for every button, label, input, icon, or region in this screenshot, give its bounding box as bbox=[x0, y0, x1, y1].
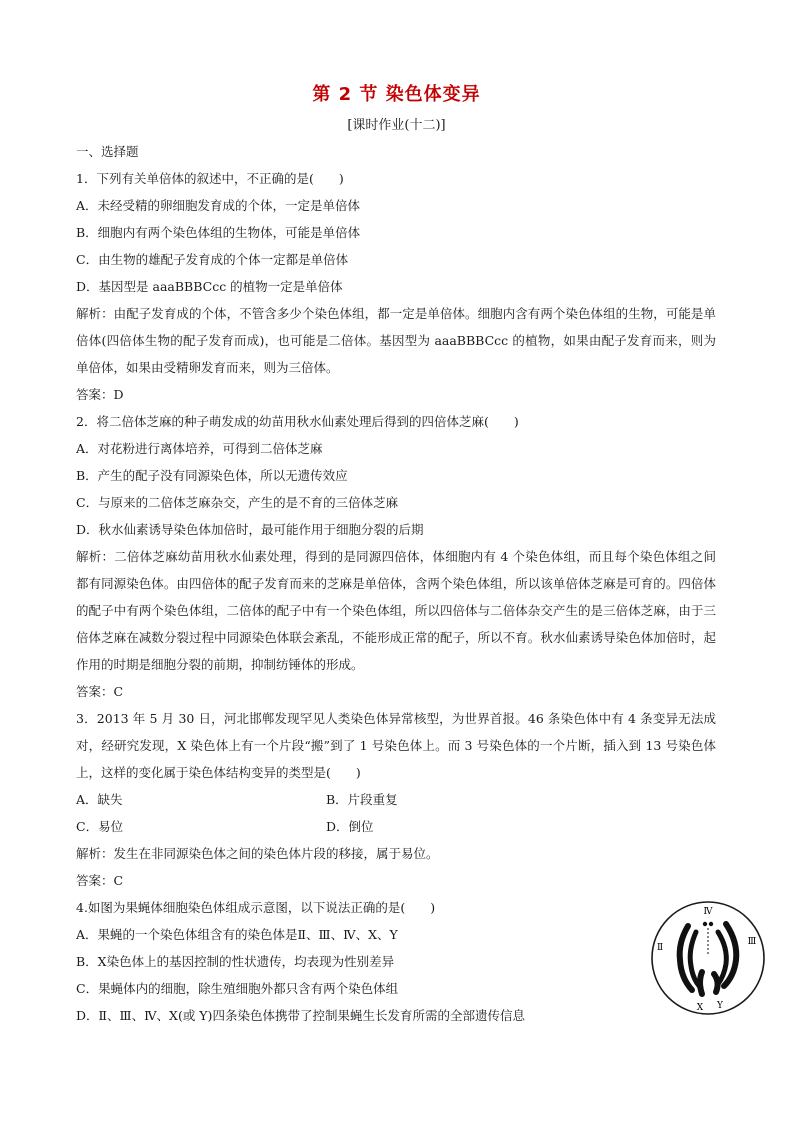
q4-stem: 4.如图为果蝇体细胞染色体组成示意图，以下说法正确的是( ) bbox=[76, 900, 436, 915]
chromosome-iv-a bbox=[703, 922, 707, 926]
chromosome-iv-b bbox=[709, 922, 713, 926]
label-iii: Ⅲ bbox=[747, 937, 757, 947]
q1-option-c: C．由生物的雄配子发育成的个体一定都是单倍体 bbox=[76, 252, 349, 267]
q1-option-a: A．未经受精的卵细胞发育成的个体，一定是单倍体 bbox=[76, 198, 361, 213]
q2-option-a: A．对花粉进行离体培养，可得到二倍体芝麻 bbox=[76, 441, 323, 456]
q3-options-row-2 bbox=[76, 813, 716, 840]
q2-stem: 2．将二倍体芝麻的种子萌发成的幼苗用秋水仙素处理后得到的四倍体芝麻( ) bbox=[76, 414, 519, 429]
label-ii: Ⅱ bbox=[656, 943, 664, 953]
q1-answer: 答案：D bbox=[76, 387, 124, 402]
q4-option-a: A．果蝇的一个染色体组含有的染色体是Ⅱ、Ⅲ、Ⅳ、X、Y bbox=[76, 927, 398, 942]
label-y: Y bbox=[717, 1001, 723, 1011]
chromosome-x bbox=[700, 972, 702, 994]
q1-analysis: 解析：由配子发育成的个体，不管含多少个染色体组，都一定是单倍体。细胞内含有两个染色体组的生物，可能是单倍体(四倍体生物的配子发育而成)，也可能是二倍体。基因型为 aaaBBBCcc 的植物，如果由配子发育而来，则为单倍体，如果由受精卵发育而来，则为三倍体。 bbox=[76, 306, 716, 375]
q2-answer: 答案：C bbox=[76, 684, 124, 699]
q2-analysis: 解析：二倍体芝麻幼苗用秋水仙素处理，得到的是同源四倍体，体细胞内有 4 个染色体组，而且每个染色体组之间都有同源染色体。由四倍体的配子发育而来的芝麻是单倍体，含两个染色体组，所以该单倍体芝麻是可育的。四倍体的配子中有两个染色体组，二倍体的配子中有一个染色体组，所以四倍体与二倍体杂交产生的是三倍体芝麻，由于三倍体芝麻在减数分裂过程中同源染色体联会紊乱，不能形成正常的配子，所以不育。秋水仙素诱导染色体加倍时，起作用的时期是细胞分裂的前期，抑制纺锤体的形成。 bbox=[76, 549, 716, 672]
q2-option-b: B．产生的配子没有同源染色体，所以无遗传效应 bbox=[76, 468, 348, 483]
content bbox=[76, 138, 757, 1029]
fruit-fly-karyotype-figure bbox=[648, 898, 768, 1018]
q3-option-a: A．缺失 bbox=[76, 792, 123, 807]
page-title: 第 2 节 染色体变异 bbox=[312, 84, 481, 105]
chromosome-iii-b bbox=[718, 932, 726, 984]
q4-option-d: D．Ⅱ、Ⅲ、Ⅳ、X(或 Y)四条染色体携带了控制果蝇生长发育所需的全部遗传信息 bbox=[76, 1008, 525, 1023]
label-x: X bbox=[696, 1003, 704, 1013]
q3-option-c: C．易位 bbox=[76, 819, 124, 834]
q1-stem: 1．下列有关单倍体的叙述中，不正确的是( ) bbox=[76, 171, 344, 186]
label-iv: Ⅳ bbox=[703, 907, 713, 917]
q4-option-b: B．X染色体上的基因控制的性状遗传，均表现为性别差异 bbox=[76, 954, 395, 969]
q2-option-d: D．秋水仙素诱导染色体加倍时，最可能作用于细胞分裂的后期 bbox=[76, 522, 424, 537]
q3-stem: 3．2013 年 5 月 30 日，河北邯郸发现罕见人类染色体异常核型，为世界首报。46 条染色体中有 4 条变异无法成对，经研究发现，X 染色体上有一个片段“搬”到了 1 号染色体上。而 3 号染色体的一个片断，插入到 13 号染色体上，这样的变化属于染色体结构变异的类型是( ) bbox=[76, 711, 716, 780]
chromosome-y bbox=[714, 974, 718, 992]
page-subtitle: [课时作业(十二)] bbox=[347, 118, 446, 133]
q3-option-b: B．片段重复 bbox=[326, 792, 398, 807]
q3-option-d: D．倒位 bbox=[326, 819, 374, 834]
q4-option-c: C．果蝇体内的细胞，除生殖细胞外都只含有两个染色体组 bbox=[76, 981, 399, 996]
q3-answer: 答案：C bbox=[76, 873, 124, 888]
q4-block bbox=[76, 894, 757, 1029]
q1-option-d: D．基因型是 aaaBBBCcc 的植物一定是单倍体 bbox=[76, 279, 343, 294]
section-heading: 一、选择题 bbox=[76, 144, 139, 159]
q2-option-c: C．与原来的二倍体芝麻杂交，产生的是不育的三倍体芝麻 bbox=[76, 495, 399, 510]
q1-option-b: B．细胞内有两个染色体组的生物体，可能是单倍体 bbox=[76, 225, 361, 240]
cell-outline bbox=[652, 902, 764, 1014]
q3-analysis: 解析：发生在非同源染色体之间的染色体片段的移接，属于易位。 bbox=[76, 846, 439, 861]
q3-options-row-1 bbox=[76, 786, 716, 813]
